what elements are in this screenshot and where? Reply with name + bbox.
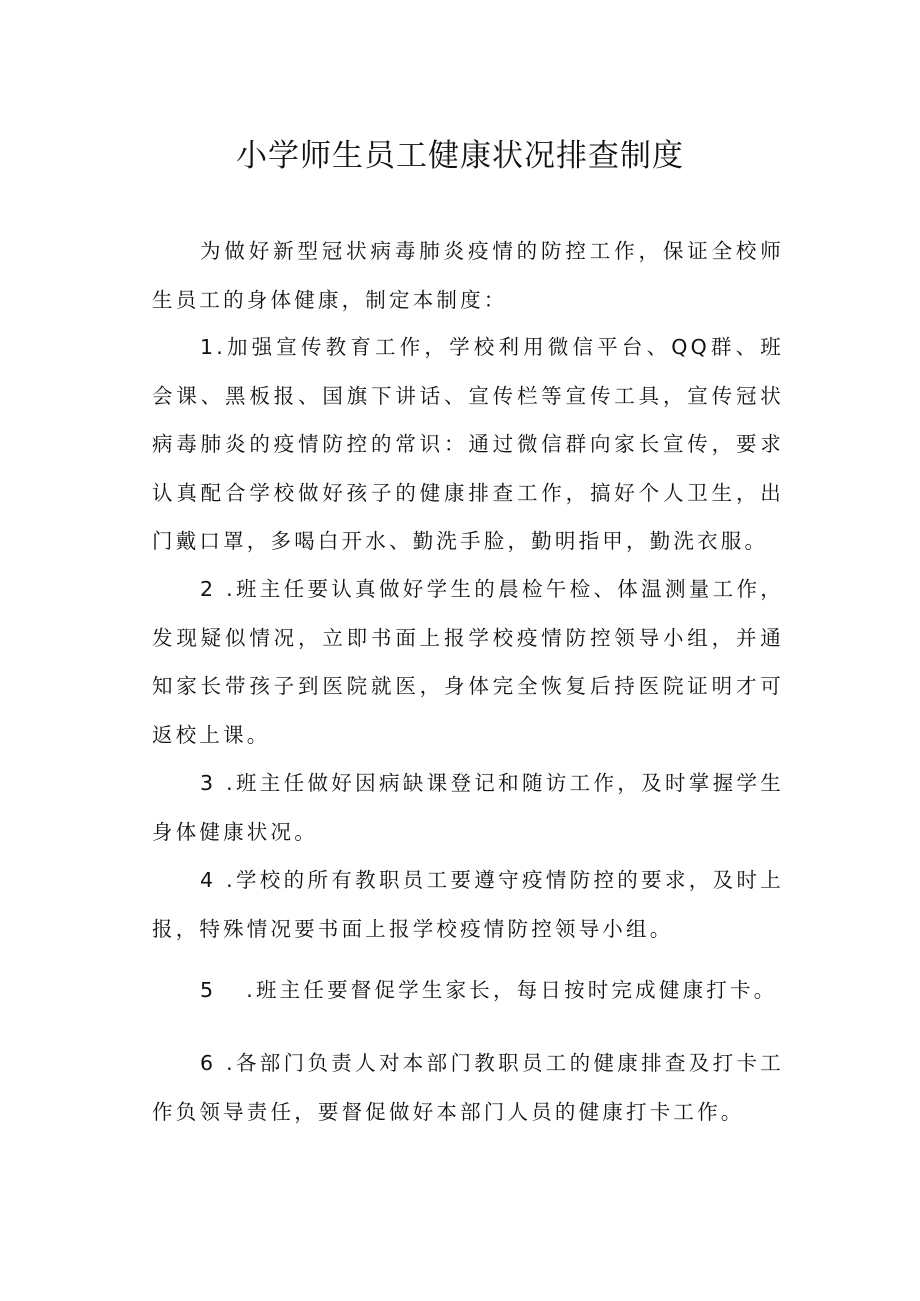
- item-5-paragraph: [152, 966, 784, 1015]
- item-4-paragraph: 4 .学校的所有教职员工要遵守疫情防控的要求，及时上报，特殊情况要书面上报学校疫情防控领导小组。: [152, 868, 784, 941]
- item-1-paragraph: 1.加强宣传教育工作，学校利用微信平台、QQ群、班会课、黑板报、国旗下讲话、宣传栏等宣传工具，宣传冠状病毒肺炎的疫情防控的常识：通过微信群向家长宣传，要求认真配合学校做好孩子的健康排查工作，搞好个人卫生，出门戴口罩，多喝白开水、勤洗手脸，勤明指甲，勤洗衣服。: [152, 335, 784, 553]
- item-2-paragraph: 2 .班主任要认真做好学生的晨检午检、体温测量工作，发现疑似情况，立即书面上报学校疫情防控领导小组，并通知家长带孩子到医院就医，身体完全恢复后持医院证明才可返校上课。: [152, 577, 784, 747]
- item-3-paragraph: 3 .班主任做好因病缺课登记和随访工作，及时掌握学生身体健康状况。: [152, 771, 784, 844]
- document-title: 小学师生员工健康状况排查制度: [236, 138, 684, 174]
- intro-paragraph: 为做好新型冠状病毒肺炎疫情的防控工作，保证全校师生员工的身体健康，制定本制度：: [152, 239, 784, 312]
- item-6-paragraph: 6 .各部门负责人对本部门教职员工的健康排查及打卡工作负领导责任，要督促做好本部门人员的健康打卡工作。: [152, 1051, 784, 1124]
- item-5-text: .班主任要督促学生家长，每日按时完成健康打卡。: [246, 978, 778, 1002]
- item-5-number: 5: [200, 978, 217, 1002]
